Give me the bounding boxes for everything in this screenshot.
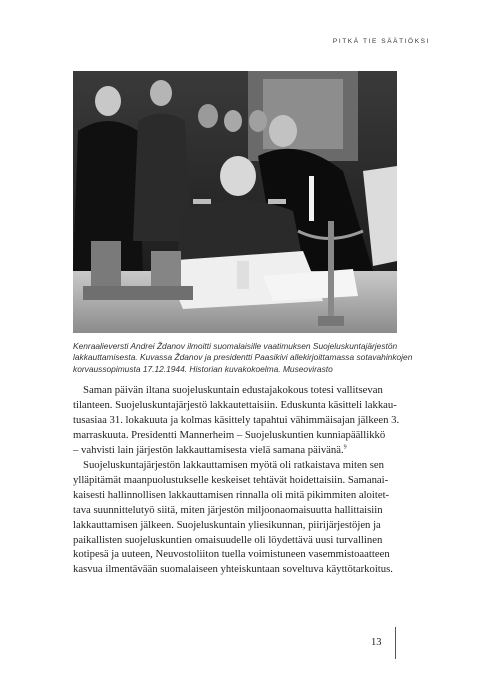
paragraph-2-line: Suojeluskuntajärjestön lakkauttamisen myötä oli ratkaistava miten sen — [83, 458, 384, 471]
photo-illustration — [73, 71, 397, 333]
paragraph-1-line: tilanteen. Suojeluskuntajärjestö lakkautettaisiin. Eduskunta käsitteli lakkau- — [73, 398, 397, 411]
caption-line: lakkauttamisesta. Kuvassa Ždanov ja presidentti Paasikivi allekirjoittamassa sotavahinkojen — [73, 352, 413, 363]
paragraph-1-line: tusasiaa 31. lokakuuta ja kolmas käsittely tapahtui vähimmäisajan jälkeen 3. — [73, 413, 400, 426]
paragraph-2-line: kaisesti hallinnollisen lakkauttamisen rinnalla oli mitä pikimmiten aloitet- — [73, 488, 390, 501]
paragraph-1-line: Saman päivän iltana suojeluskuntain edustajakokous totesi vallitsevan — [83, 384, 383, 396]
paragraph-1-last-line — [73, 443, 403, 458]
paragraph-2-line: tava suunnittelutyö siitä, miten järjestön miljoonaomaisuutta hallittaisiin — [73, 503, 383, 516]
footnote-marker[interactable]: 9 — [343, 444, 347, 451]
paragraph-2-line: kotipesä ja uuteen, Neuvostoliiton tuella voimistuneen vasemmistoaatteen — [73, 548, 390, 561]
paragraph-2-line: paikallisten suojeluskuntien omaisuudelle oli löydettävä uusi turvallinen — [73, 533, 383, 546]
caption-line: Kenraalieversti Andrei Ždanov ilmoitti suomalaisille vaatimuksen Suojeluskuntajärjestön — [73, 341, 398, 351]
paragraph-2-line: kasvua ilmentävään suomalaiseen yhteiskuntaan soveltuva käyttötarkoitus. — [73, 563, 393, 576]
paragraph-1-line: – vahvisti lain järjestön lakkauttamisesta vielä samana päivänä. — [73, 443, 344, 456]
page-number: 13 — [371, 637, 382, 648]
body-text — [73, 383, 403, 577]
paragraph-2-line: lakkauttamisen jälkeen. Suojeluskuntain yliesikunnan, piirijärjestöjen ja — [73, 518, 381, 531]
running-header: PITKÄ TIE SÄÄTIÖKSI — [332, 38, 430, 45]
figure-caption — [73, 341, 413, 375]
page-number-rule — [395, 627, 396, 659]
paragraph-2-line: ylläpitämät maanpuolustukselle keskeiset tehtävät hoidettaisiin. Samanai- — [73, 473, 389, 486]
caption-line: korvaussopimusta 17.12.1944. Historian kuvakokoelma. Museovirasto — [73, 363, 333, 374]
paragraph-1-line: marraskuuta. Presidentti Mannerheim – Suojeluskuntien kunniapäällikkö — [73, 428, 386, 441]
historical-photo — [73, 71, 397, 333]
